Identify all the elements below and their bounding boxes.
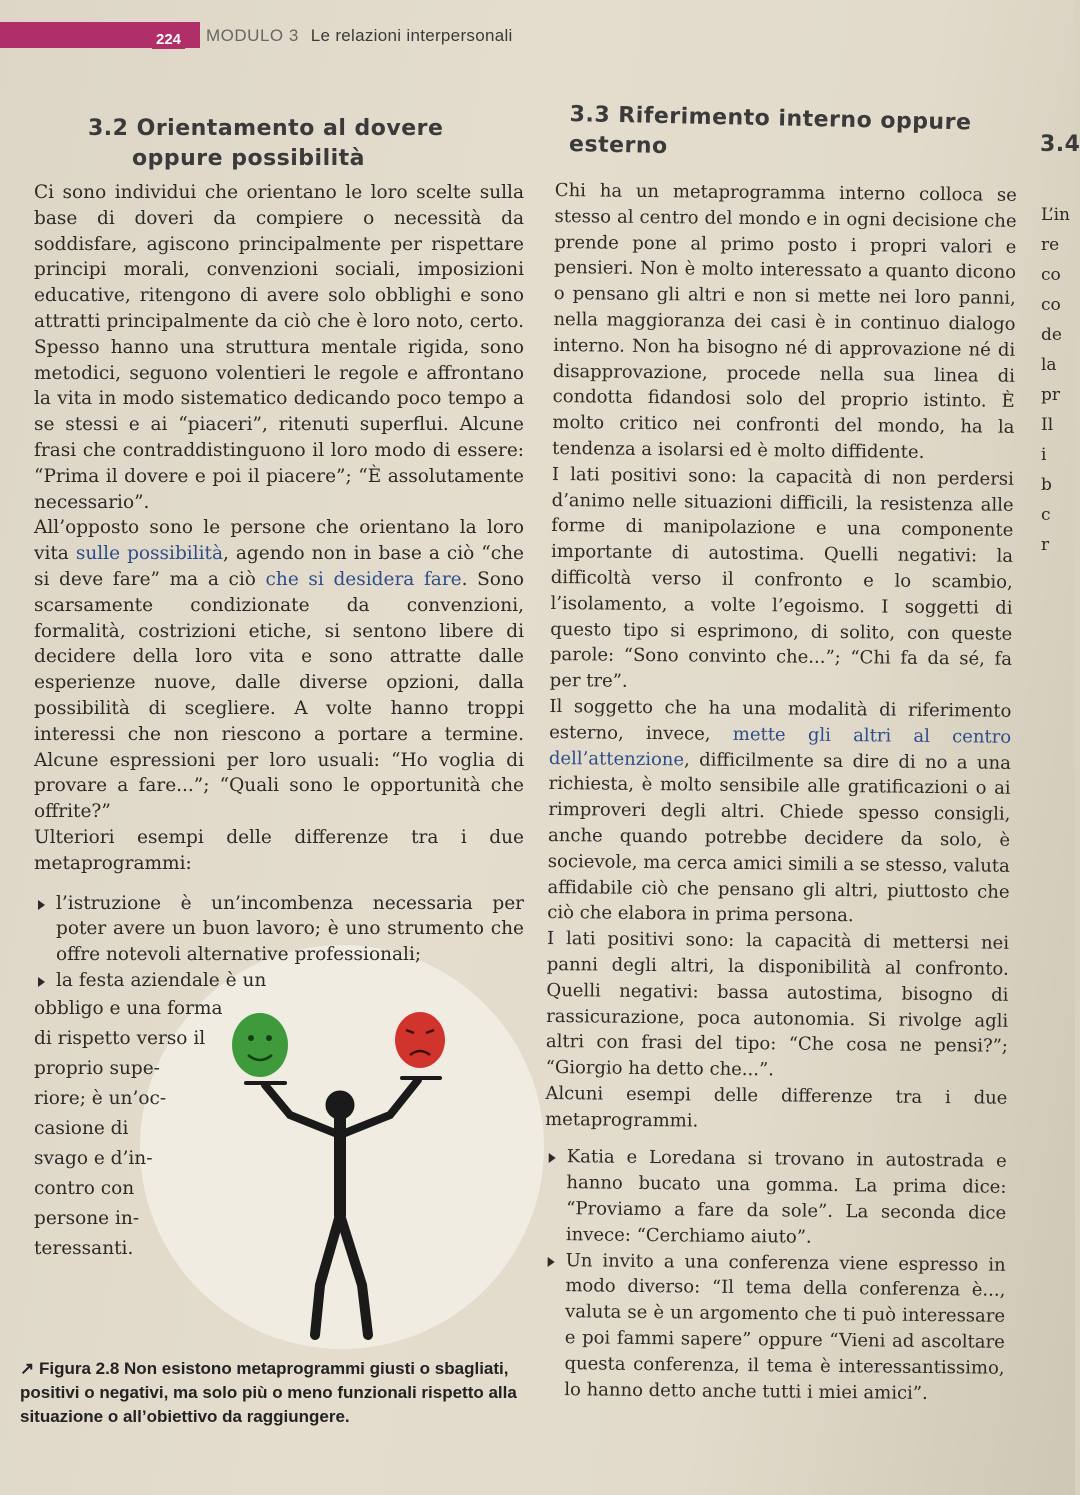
caption-text: Non esistono metaprogrammi giusti o sbagliati, positivi o negativi, ma solo più o meno funzionali rispetto alla situazione o all’obiettivo da raggiungere. [20,1359,517,1426]
edge-fragment: re [1041,235,1060,255]
bullet-line: casione di [34,1117,129,1139]
page-number: 224 [152,30,185,49]
bullet-line: contro con [34,1177,135,1199]
left-paragraph-1: Ci sono individui che orientano le loro scelte sulla base di doveri da compiere o necessità da soddisfare, agiscono principalmente per rispettare principi morali, convenzioni sociali, imposizioni educative, ritengono di avere solo obblighi e sono attratti principalmente da ciò che è loro noto, certo. Spesso hanno una struttura mentale rigida, sono metodici, seguono volentieri le regole e affrontano la vita in modo sistematico dedicando poco tempo a se stessi e ai “piaceri”, ritenuti superflui. Alcune frasi che contraddistinguono il loro modo di essere: “Prima il dovere e poi il piacere”; “È assolutamente necessario”. [34,182,524,513]
section-3-3-title [569,100,972,168]
left-column [34,180,524,1264]
figure-label: Figura 2.8 [38,1359,120,1378]
edge-fragment: c [1041,505,1051,525]
bullet-line: obbligo e una forma [34,997,223,1019]
left-paragraph-2-mid: , agendo non in base a ciò “che si deve fare” ma a ciò [34,543,524,590]
edge-fragment: Il [1041,415,1054,435]
module-label: MODULO 3 [206,26,299,45]
right-bullet-list [542,1144,1007,1407]
bullet-line: riore; è un’oc- [34,1087,167,1109]
bullet-line: persone in- [34,1207,140,1229]
left-paragraph-3: Ulteriori esempi delle differenze tra i due metaprogrammi: [34,826,524,874]
edge-fragment: r [1041,535,1050,555]
running-header [206,26,513,46]
caption-arrow-icon: ↗ [20,1359,35,1378]
edge-fragment: L’in [1041,205,1071,225]
section-3-2-title-line2: oppure possibilità [132,146,366,171]
highlight-possibilities: sulle possibilità [75,543,224,565]
right-column [542,178,1017,1407]
edge-fragment: b [1041,475,1052,495]
right-paragraph-1: Chi ha un metaprogramma interno colloca se stesso al centro del mondo e in ogni decisione che prende pone al primo posto i propri valori e pensieri. Non è molto interessato a quanto dicono o pensano gli altri e non si mette nei loro panni, nella maggioranza dei casi è in continuo dialogo interno. Non ha bisogno né di approvazione né di disapprovazione, procede nella sua linea di condotta fidandosi solo del proprio istinto. È molto critico nei confronti del mondo, ha la tendenza a isolarsi ed è molto diffidente. [552,179,1017,463]
highlight-others-center: mette gli altri al centro dell’attenzione [548,723,1012,770]
edge-fragment: co [1041,295,1061,315]
bullet-line: svago e d’in- [34,1147,153,1169]
right-paragraph-2: I lati positivi sono: la capacità di non perdersi d’animo nelle situazioni difficili, la resistenza alle forme di manipolazione e una componente importante di autostima. Quelli negativi: la difficoltà verso il confronto e lo scambio, l’isolamento, a volte l’egoismo. I soggetti di questo tipo si esprimono, di solito, con queste parole: “Sono convinto che...”; “Chi fa da sé, fa per tre”. [549,463,1014,692]
edge-fragment: i [1041,445,1047,465]
section-3-2-title-line1: 3.2 Orientamento al dovere [88,116,444,141]
section-3-2-title [88,114,443,174]
bullet-line: proprio supe- [34,1057,160,1079]
list-item [34,968,524,994]
section-3-4-title: 3.4 [1040,132,1080,157]
edge-fragment: de [1041,325,1062,345]
left-paragraph-2-start: All’opposto sono le persone che orientano la loro vita [34,517,524,565]
list-item: l’istruzione è un’incombenza necessaria per poter avere un buon lavoro; è uno strumento che offre notevoli alternative professionali; [34,891,524,968]
figure-caption [20,1357,540,1429]
right-paragraph-5: Alcuni esempi delle differenze tra i due metaprogrammi. [545,1082,1008,1132]
section-3-3-title-line1: 3.3 Riferimento interno oppure [569,101,972,136]
edge-fragments [1041,200,1071,560]
list-item: Katia e Loredana si trovano in autostrada e hanno bucato una gomma. La prima dice: “Proviamo a fare da sole”. La seconda dice invece: “Cerchiamo aiuto”. [544,1144,1007,1252]
bullet-line: teressanti. [34,1237,134,1259]
list-item: Un invito a una conferenza viene espresso in modo diverso: “Il tema della conferenza è..., valuta se è un argomento che ti può interessare e poi fammi sapere” oppure “Vieni ad ascoltare questa conferenza, il tema è interessantissimo, lo hanno detto anche tutti i miei amici”. [542,1248,1006,1408]
right-paragraph-3-end: , difficilmente sa dire di no a una richiesta, è molto sensibile alle gratificazioni o ai rimproveri degli altri. Chiede spesso consigli, anche quando potrebbe decidere da solo, è socievole, ma cerca amici simili a se stesso, valuta affidabile ciò che pensano gli altri, piuttosto che ciò che elabora in prima persona. [547,748,1012,927]
left-paragraph-2 [34,515,524,825]
right-paragraph-3 [547,694,1011,931]
edge-fragment: pr [1041,385,1061,405]
module-title: Le relazioni interpersonali [310,26,513,45]
highlight-desire: che si desidera fare [265,568,462,590]
edge-fragment: la [1041,355,1057,375]
left-bullet-list [34,891,524,994]
left-paragraph-2-end: . Sono scarsamente condizionate da convenzioni, formalità, costrizioni etiche, si sentono libere di decidere della loro vita e sono attratte dalle esperienze nuove, dalle diverse opzioni, dalla possibilità di scegliere. A volte hanno troppi interessi che non riescono a portare a termine. Alcune espressioni per loro usuali: “Ho voglia di provare a fare...”; “Quali sono le opportunità che offrite?” [34,568,525,823]
left-wrapped-lines [34,994,524,1264]
bullet-line: di rispetto verso il [34,1027,206,1049]
right-paragraph-4: I lati positivi sono: la capacità di mettersi nei panni degli altri, la disponibilità al confronto. Quelli negativi: bassa autostima, bisogno di rassicurazione, poca autonomia. Si rivolge agli altri con frasi del tipo: “Che cosa ne pensi?”; “Giorgio ha detto che...”. [545,928,1010,1081]
section-3-3-title-line2: esterno [568,131,668,160]
right-paragraph-3-start: Il soggetto che ha una modalità di riferimento esterno, invece, [549,695,1012,745]
bullet-line: la festa aziendale è un [56,969,267,991]
edge-fragment: co [1041,265,1061,285]
